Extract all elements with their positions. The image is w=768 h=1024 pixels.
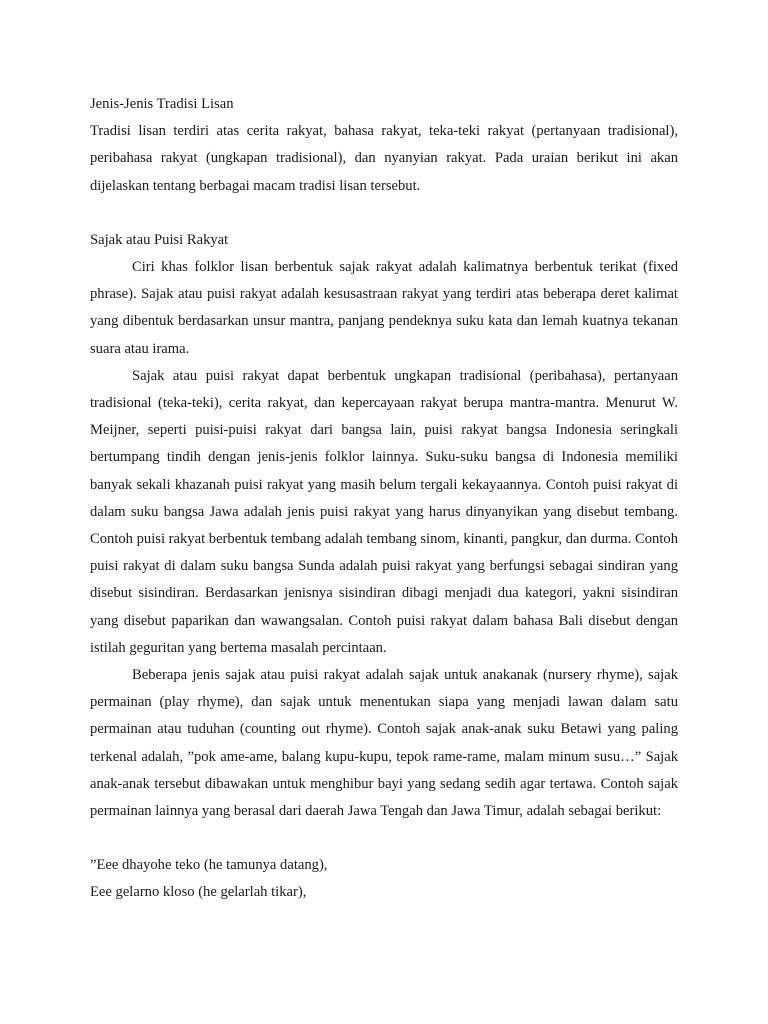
blank-line xyxy=(90,200,678,227)
blank-line xyxy=(90,825,678,852)
intro-heading: Jenis-Jenis Tradisi Lisan xyxy=(90,96,234,112)
section-heading: Sajak atau Puisi Rakyat xyxy=(90,231,229,248)
verse-line-2: Eee gelarno kloso (he gelarlah tikar), xyxy=(90,884,307,901)
intro-paragraph: Tradisi lisan terdiri atas cerita rakyat, bahasa rakyat, teka-teki rakyat (pertanyaan tradisional), peribahasa rakyat (ungkapan tradisional), dan nyanyian rakyat. Pada uraian berikut ini akan dijelaskan tentang berbagai macam tradisi lisan tersebut. xyxy=(90,123,678,194)
verse-line-1: ”Eee dhayohe teko (he tamunya datang), xyxy=(90,857,328,874)
paragraph-1: Ciri khas folklor lisan berbentuk sajak rakyat adalah kalimatnya berbentuk terikat (fixed phrase). Sajak atau puisi rakyat adalah kesusastraan rakyat yang terdiri atas beberapa deret kalimat yang dibentuk berdasarkan unsur mantra, panjang pendeknya suku kata dan lemah kuatnya tekanan suara atau irama. xyxy=(90,259,678,357)
paragraph-2: Sajak atau puisi rakyat dapat berbentuk ungkapan tradisional (peribahasa), pertanyaan tradisional (teka-teki), cerita rakyat, dan kepercayaan rakyat berupa mantra-mantra. Menurut W. Meijner, seperti puisi-puisi rakyat dari bangsa lain, puisi rakyat bangsa Indonesia seringkali bertumpang tindih dengan jenis-jenis folklor lainnya. Suku-suku bangsa di Indonesia memiliki banyak sekali khazanah puisi rakyat yang masih belum tergali kekayaannya. Contoh puisi rakyat di dalam suku bangsa Jawa adalah jenis puisi rakyat yang harus dinyanyikan yang disebut tembang. Contoh puisi rakyat berbentuk tembang adalah tembang sinom, kinanti, pangkur, dan durma. Contoh puisi rakyat di dalam suku bangsa Sunda adalah puisi rakyat yang berfungsi sebagai sindiran yang disebut sisindiran. Berdasarkan jenisnya sisindiran dibagi menjadi dua kategori, yakni sisindiran yang disebut paparikan dan wawangsalan. Contoh puisi rakyat dalam bahasa Bali disebut dengan istilah geguritan yang bertema masalah percintaan. xyxy=(90,367,678,656)
paragraph-3: Beberapa jenis sajak atau puisi rakyat adalah sajak untuk anakanak (nursery rhyme), sajak permainan (play rhyme), dan sajak untuk menentukan siapa yang menjadi lawan dalam satu permainan atau tuduhan (counting out rhyme). Contoh sajak anak-anak suku Betawi yang paling terkenal adalah, ”pok ame-ame, balang kupu-kupu, tepok rame-rame, malam minum susu…” Sajak anak-anak tersebut dibawakan untuk menghibur bayi yang sedang sedih agar tertawa. Contoh sajak permainan lainnya yang berasal dari daerah Jawa Tengah dan Jawa Timur, adalah sebagai berikut: xyxy=(90,667,678,820)
document-body xyxy=(90,91,678,907)
